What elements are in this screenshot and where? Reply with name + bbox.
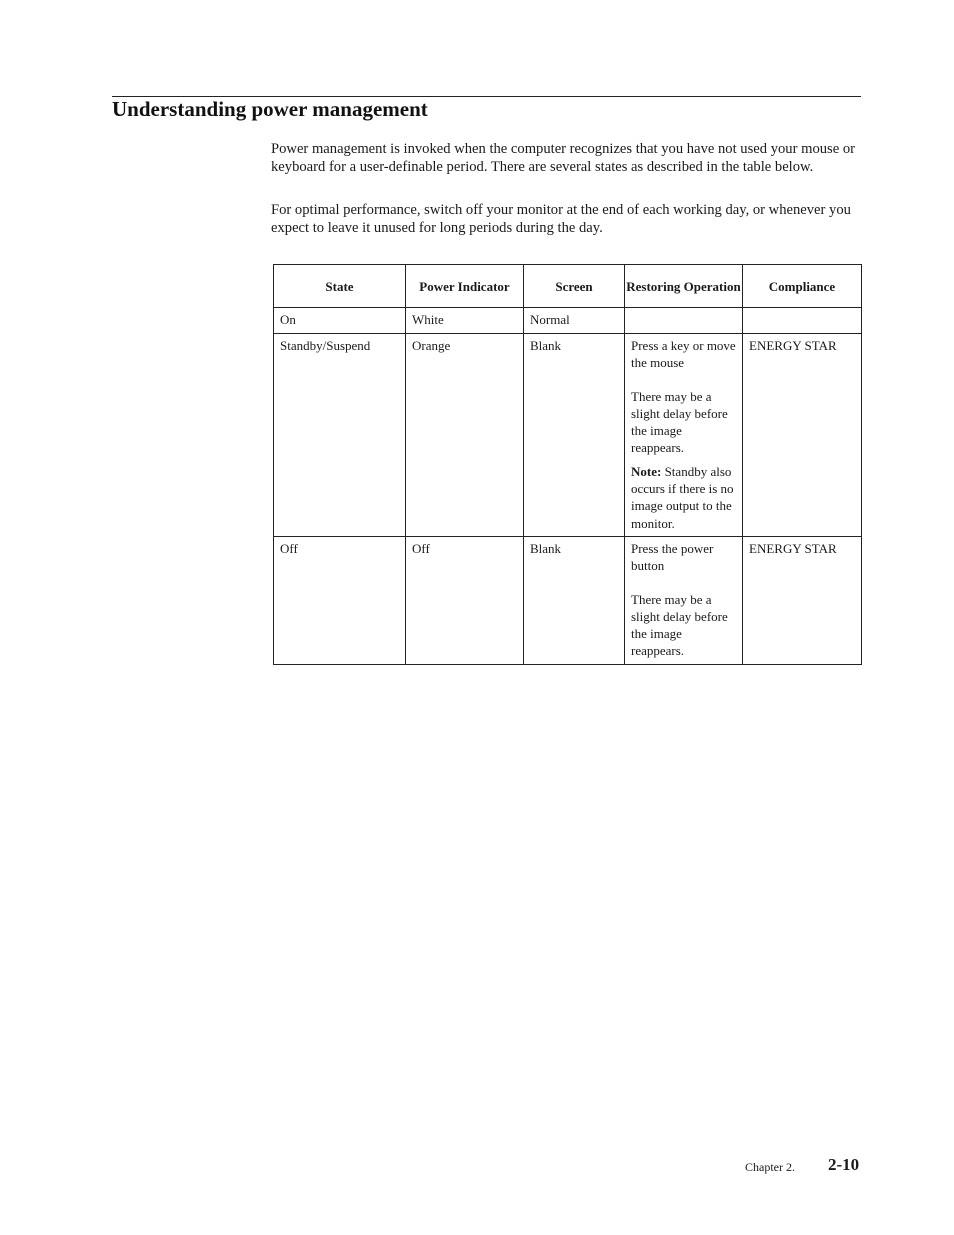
cell-power-indicator: Off: [406, 537, 524, 665]
header-restoring-operation: Restoring Operation: [625, 265, 743, 308]
advice-paragraph: For optimal performance, switch off your monitor at the end of each working day, or whenever you expect to leave it unused for long periods during the day.: [271, 202, 851, 236]
footer-page-number: 2-10: [828, 1155, 860, 1174]
cell-screen: Normal: [524, 308, 625, 334]
header-screen: Screen: [524, 265, 625, 308]
footer-chapter-label: Chapter 2.: [745, 1160, 795, 1174]
cell-restoring-operation: [625, 308, 743, 334]
header-power-indicator: Power Indicator: [406, 265, 524, 308]
cell-compliance: [743, 308, 862, 334]
cell-power-indicator: White: [406, 308, 524, 334]
table-row: [274, 308, 862, 334]
page-title: Understanding power management: [112, 97, 428, 121]
cell-compliance: ENERGY STAR: [743, 537, 862, 665]
table-row: [274, 334, 862, 537]
cell-compliance: ENERGY STAR: [743, 334, 862, 537]
cell-state: On: [274, 308, 406, 334]
header-state: State: [274, 265, 406, 308]
table-row: [274, 537, 862, 665]
table-header-row: [274, 265, 862, 308]
cell-screen: Blank: [524, 334, 625, 537]
cell-state: Standby/Suspend: [274, 334, 406, 537]
cell-state: Off: [274, 537, 406, 665]
cell-restoring-operation: [625, 334, 743, 537]
restoring-delay-note: There may be a slight delay before the image reappears.: [631, 591, 728, 659]
standby-note: [631, 463, 737, 532]
cell-screen: Blank: [524, 537, 625, 665]
restoring-delay-note: There may be a slight delay before the image reappears.: [631, 388, 728, 456]
intro-paragraph: Power management is invoked when the computer recognizes that you have not used your mouse or keyboard for a user-definable period. There are several states as described in the table below.: [271, 141, 855, 175]
header-compliance: Compliance: [743, 265, 862, 308]
cell-power-indicator: Orange: [406, 334, 524, 537]
power-management-table: [273, 264, 862, 665]
note-text: Standby also occurs if there is no image output to the monitor.: [631, 463, 734, 531]
restoring-step: Press a key or move the mouse: [631, 338, 736, 371]
note-label: Note:: [631, 463, 662, 479]
restoring-step: Press the power button: [631, 541, 714, 574]
cell-restoring-operation: [625, 537, 743, 665]
